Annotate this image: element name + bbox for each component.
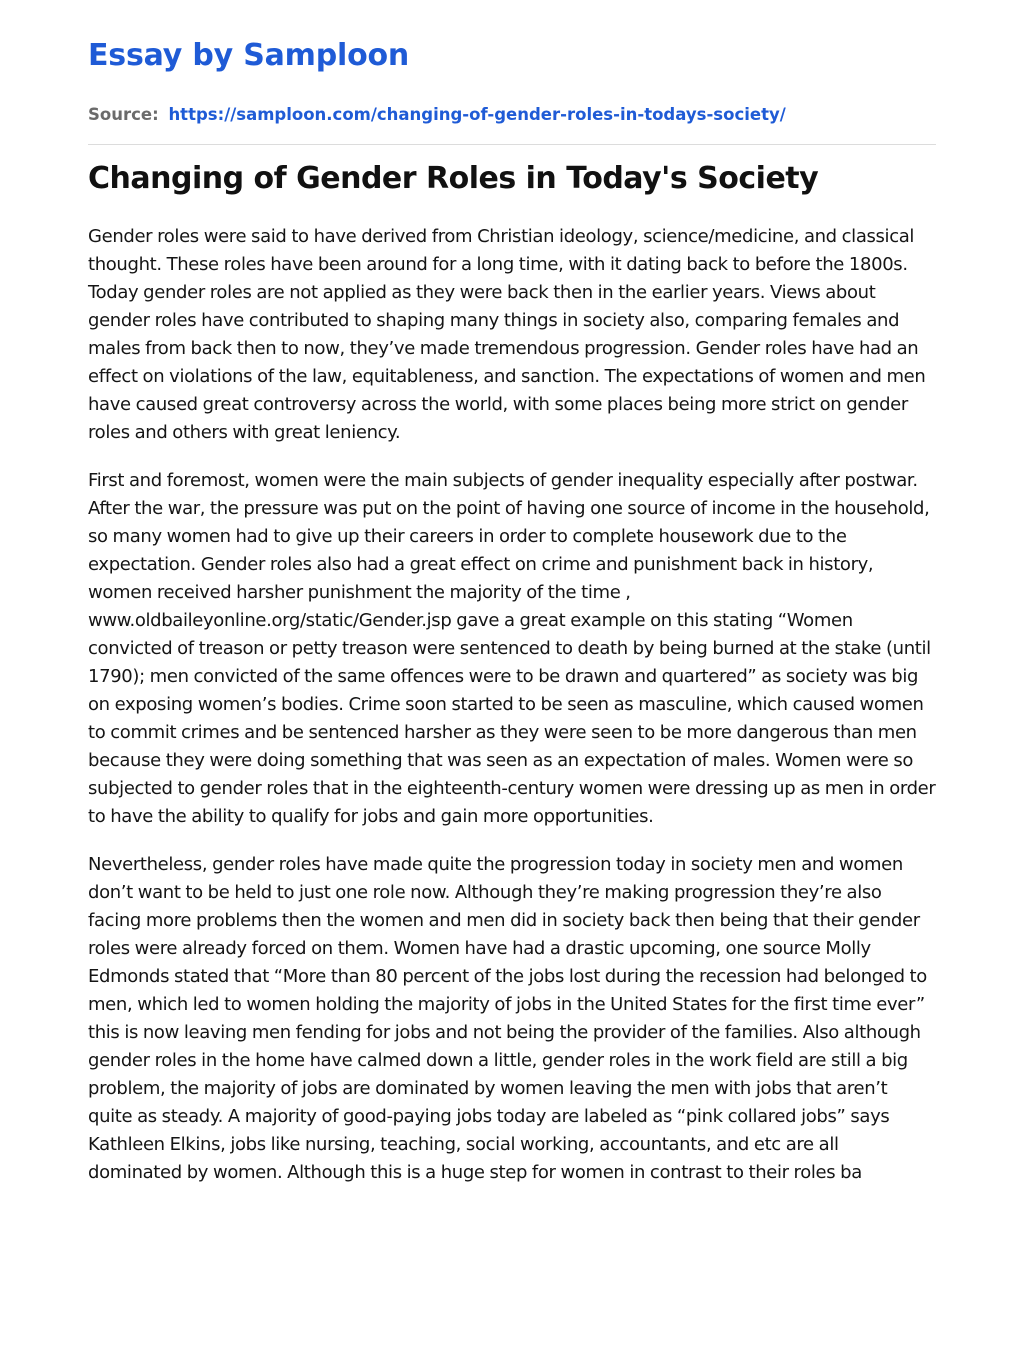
header-divider [88, 144, 936, 145]
source-link[interactable]: https://samploon.com/changing-of-gender-roles-in-todays-society/ [168, 105, 786, 124]
essay-paragraph-1: Gender roles were said to have derived from Christian ideology, science/medicine, and classical thought. These roles have been around for a long time, with it dating back to before the 1800s. Today gender roles are not applied as they were back then in the earlier years. Views about gender roles have contributed to shaping many things in society also, comparing females and males from back then to now, they’ve made tremendous progression. Gender roles have had an effect on violations of the law, equitableness, and sanction. The expectations of women and men have caused great controversy across the world, with some places being more strict on gender roles and others with great leniency. [88, 226, 926, 443]
source-label: Source: [88, 105, 159, 124]
essay-title: Changing of Gender Roles in Today's Society [88, 161, 819, 196]
source-line [88, 104, 936, 126]
essay-body [88, 223, 936, 1187]
site-brand: Essay by Samploon [88, 38, 410, 73]
essay-paragraph-3: Nevertheless, gender roles have made quite the progression today in society men and women don’t want to be held to just one role now. Although they’re making progression they’re also facing more problems then the women and men did in society back then being that their gender roles were already forced on them. Women have had a drastic upcoming, one source Molly Edmonds stated that “More than 80 percent of the jobs lost during the recession had belonged to men, which led to women holding the majority of jobs in the United States for the first time ever” this is now leaving men fending for jobs and not being the provider of the families. Also although gender roles in the home have calmed down a little, gender roles in the work field are still a big problem, the majority of jobs are dominated by women leaving the men with jobs that aren’t quite as steady. A majority of good-paying jobs today are labeled as “pink collared jobs” says Kathleen Elkins, jobs like nursing, teaching, social working, accountants, and etc are all dominated by women. Although this is a huge step for women in contrast to their roles ba [88, 854, 927, 1183]
essay-paragraph-2: First and foremost, women were the main subjects of gender inequality especially after postwar. After the war, the pressure was put on the point of having one source of income in the household, so many women had to give up their careers in order to complete housework due to the expectation. Gender roles also had a great effect on crime and punishment back in history, women received harsher punishment the majority of the time , www.oldbaileyonline.org/static/Gender.jsp gave a great example on this stating “Women convicted of treason or petty treason were sentenced to death by being burned at the stake (until 1790); men convicted of the same offences were to be drawn and quartered” as society was big on exposing women’s bodies. Crime soon started to be seen as masculine, which caused women to commit crimes and be sentenced harsher as they were seen to be more dangerous than men because they were doing something that was seen as an expectation of males. Women were so subjected to gender roles that in the eighteenth-century women were dressing up as men in order to have the ability to qualify for jobs and gain more opportunities. [88, 470, 936, 827]
